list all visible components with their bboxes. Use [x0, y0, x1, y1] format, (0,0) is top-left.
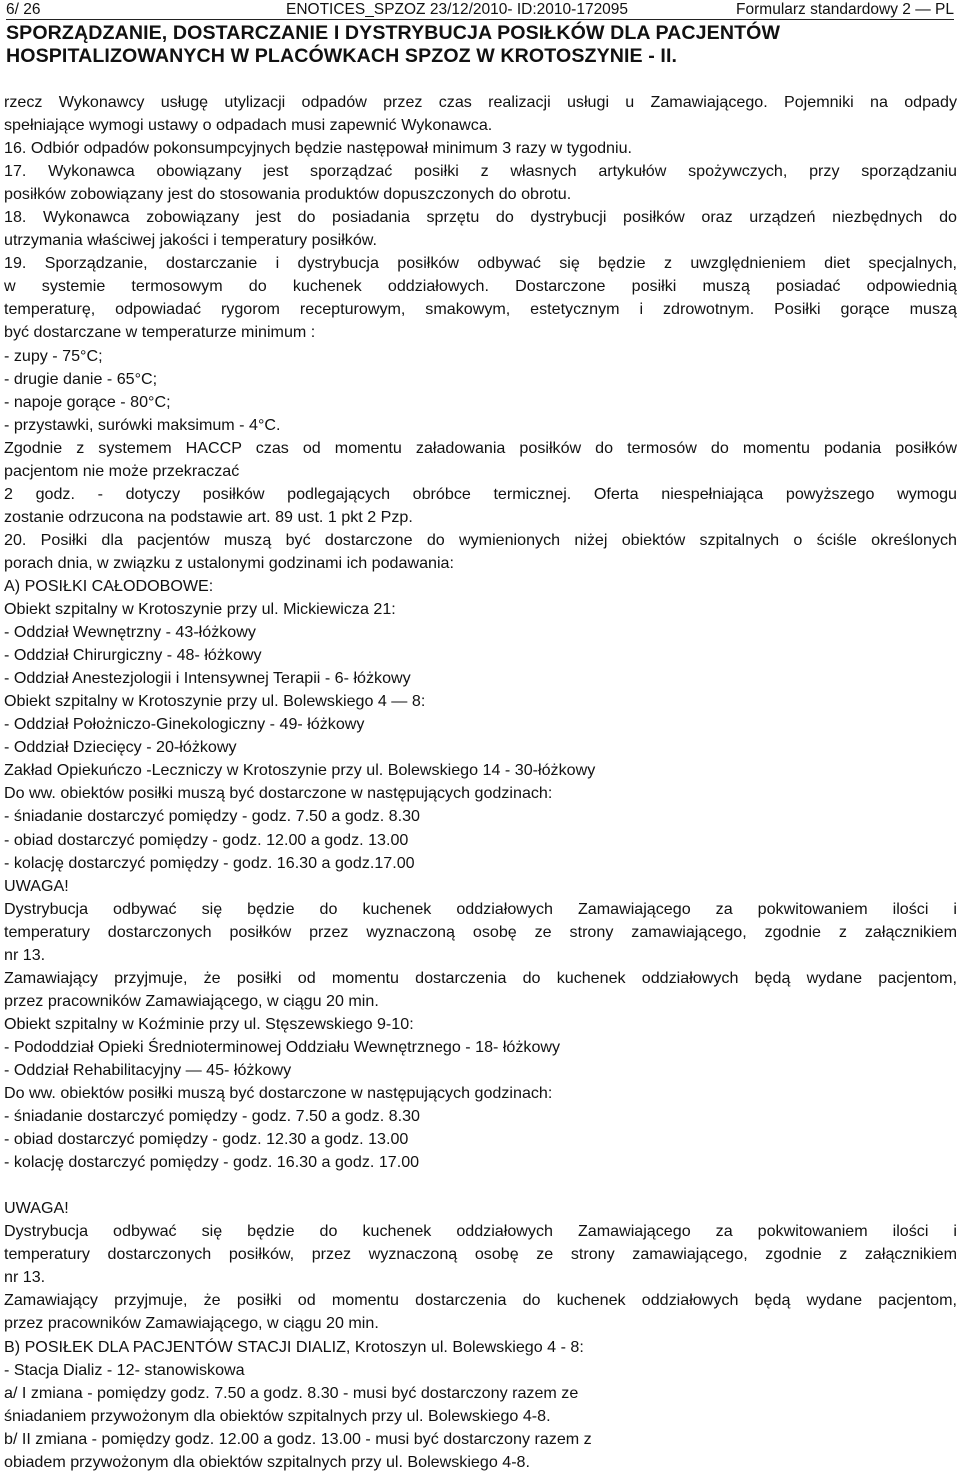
ward-item: - Oddział Dziecięcy - 20-łóżkowy [4, 738, 237, 757]
schedule-item: - śniadanie dostarczyć pomiędzy - godz. 7.50 a godz. 8.30 [4, 1107, 420, 1126]
body-line: 2 godz. - dotyczy posiłków podlegających obróbce termicznej. Oferta niespełniająca powyższego wymogu [4, 484, 957, 503]
body-line: przez pracowników Zamawiającego, w ciągu 20 min. [4, 1314, 379, 1333]
body-line: Dystrybucja odbywać się będzie do kuchenek oddziałowych Zamawiającego za pokwitowaniem ilości i [4, 1222, 957, 1241]
document-title [6, 22, 954, 68]
section-heading: B) POSIŁEK DLA PACJENTÓW STACJI DIALIZ, Krotoszyn ul. Bolewskiego 4 - 8: [4, 1337, 584, 1356]
ward-item: - Oddział Chirurgiczny - 48- łóżkowy [4, 646, 262, 665]
body-line: Dystrybucja odbywać się będzie do kuchenek oddziałowych Zamawiającego za pokwitowaniem ilości i [4, 899, 957, 918]
title-line-1: SPORZĄDZANIE, DOSTARCZANIE I DYSTRYBUCJA POSIŁKÓW DLA PACJENTÓW [6, 22, 781, 44]
notice-reference: ENOTICES_SPZOZ 23/12/2010- ID:2010-172095 [286, 1, 629, 18]
document-body [4, 91, 957, 1474]
facility-line: Obiekt szpitalny w Krotoszynie przy ul. Bolewskiego 4 — 8: [4, 692, 426, 711]
temperature-item: - przystawki, surówki maksimum - 4°C. [4, 415, 281, 434]
schedule-item: b/ II zmiana - pomiędzy godz. 12.00 a godz. 13.00 - musi być dostarczony razem z [4, 1429, 592, 1448]
temperature-item: - drugie danie - 65°C; [4, 369, 158, 388]
body-line: zostanie odrzucona na podstawie art. 89 ust. 1 pkt 2 Pzp. [4, 507, 413, 526]
ward-item: - Pododdział Opieki Średnioterminowej Oddziału Wewnętrznego - 18- łóżkowy [4, 1037, 561, 1056]
body-line: śniadaniem przywożonym dla obiektów szpitalnych przy ul. Bolewskiego 4-8. [4, 1406, 551, 1425]
item-17: 17. Wykonawca obowiązany jest sporządzać posiłki z własnych artykułów spożywczych, przy sporządzaniu [4, 162, 957, 181]
body-line: Do ww. obiektów posiłki muszą być dostarczone w następujących godzinach: [4, 784, 553, 803]
facility-line: Zakład Opiekuńczo -Leczniczy w Krotoszynie przy ul. Bolewskiego 14 - 30-łóżkowy [4, 761, 596, 780]
temperature-item: - napoje gorące - 80°C; [4, 392, 171, 411]
body-line: nr 13. [4, 1268, 46, 1287]
body-line: przez pracowników Zamawiającego, w ciągu 20 min. [4, 991, 379, 1010]
notice-label: UWAGA! [4, 876, 69, 895]
ward-item: - Oddział Rehabilitacyjny — 45- łóżkowy [4, 1060, 292, 1079]
body-line: nr 13. [4, 945, 46, 964]
blank-line [4, 1174, 957, 1197]
body-line: temperatury dostarczonych posiłków, przez wyznaczoną osobę ze strony zamawiającego, zgodnie z załącznikiem [4, 1245, 957, 1264]
body-line: rzecz Wykonawcy usługę utylizacji odpadów przez czas realizacji usługi u Zamawiającego. Pojemniki na odpady [4, 93, 957, 111]
page-header [6, 0, 954, 20]
body-line: posiłków zobowiązany jest do stosowania produktów dopuszczonych do obrotu. [4, 185, 572, 204]
body-line: Do ww. obiektów posiłki muszą być dostarczone w następujących godzinach: [4, 1084, 553, 1103]
item-18: 18. Wykonawca zobowiązany jest do posiadania sprzętu do dystrybucji posiłków oraz urządzeń niezbędnych do [4, 208, 957, 227]
temperature-item: - zupy - 75°C; [4, 346, 103, 365]
body-line: być dostarczane w temperaturze minimum : [4, 323, 316, 342]
schedule-item: - obiad dostarczyć pomiędzy - godz. 12.00 a godz. 13.00 [4, 830, 409, 849]
item-19: 19. Sporządzanie, dostarczanie i dystrybucja posiłków odbywać się będzie z uwzględnieniem diet specjalnych, [4, 254, 957, 273]
facility-line: Obiekt szpitalny w Krotoszynie przy ul. Mickiewicza 21: [4, 600, 396, 619]
schedule-item: - śniadanie dostarczyć pomiędzy - godz. 7.50 a godz. 8.30 [4, 807, 420, 826]
notice-label: UWAGA! [4, 1199, 69, 1218]
schedule-item: - kolację dostarczyć pomiędzy - godz. 16.30 a godz. 17.00 [4, 1153, 420, 1172]
body-line: w systemie termosowym do kuchenek oddziałowych. Dostarczone posiłki muszą posiadać odpowiednią [4, 277, 957, 296]
body-line: spełniające wymogi ustawy o odpadach musi zapewnić Wykonawca. [4, 116, 493, 135]
page-number: 6/ 26 [6, 1, 41, 18]
ward-item: - Oddział Anestezjologii i Intensywnej Terapii - 6- łóżkowy [4, 669, 411, 688]
body-line: Zamawiający przyjmuje, że posiłki od momentu dostarczenia do kuchenek oddziałowych będą wydane pacjentom, [4, 1291, 957, 1310]
body-line: temperaturę, odpowiadać rygorom recepturowym, smakowym, estetycznym i zdrowotnym. Posiłki gorące muszą [4, 300, 957, 319]
form-label: Formularz standardowy 2 — PL [736, 1, 954, 18]
ward-item: - Oddział Wewnętrzny - 43-łóżkowy [4, 623, 256, 642]
facility-line: Obiekt szpitalny w Koźminie przy ul. Stęszewskiego 9-10: [4, 1014, 414, 1033]
schedule-item: - obiad dostarczyć pomiędzy - godz. 12.30 a godz. 13.00 [4, 1130, 409, 1149]
body-line: pacjentom nie może przekraczać [4, 461, 240, 480]
body-line: utrzymania właściwej jakości i temperatury posiłków. [4, 231, 377, 250]
header-divider [6, 19, 954, 20]
body-line: porach dnia, w związku z ustalonymi godzinami ich podawania: [4, 553, 454, 572]
body-line: Zamawiający przyjmuje, że posiłki od momentu dostarczenia do kuchenek oddziałowych będą wydane pacjentom, [4, 968, 957, 987]
section-heading: A) POSIŁKI CAŁODOBOWE: [4, 576, 214, 595]
item-16: 16. Odbiór odpadów pokonsumpcyjnych będzie następował minimum 3 razy w tygodniu. [4, 139, 632, 158]
body-line: obiadem przywożonym dla obiektów szpitalnych przy ul. Bolewskiego 4-8. [4, 1452, 530, 1471]
schedule-item: - kolację dostarczyć pomiędzy - godz. 16.30 a godz.17.00 [4, 853, 415, 872]
title-line-2: HOSPITALIZOWANYCH W PLACÓWKACH SPZOZ W KROTOSZYNIE - II. [6, 45, 678, 67]
body-line: Zgodnie z systemem HACCP czas od momentu załadowania posiłków do termosów do momentu podania posiłków [4, 438, 957, 457]
schedule-item: a/ I zmiana - pomiędzy godz. 7.50 a godz. 8.30 - musi być dostarczony razem ze [4, 1383, 579, 1402]
ward-item: - Stacja Dializ - 12- stanowiskowa [4, 1360, 245, 1379]
item-20: 20. Posiłki dla pacjentów muszą być dostarczone do wymienionych niżej obiektów szpitalnych o ściśle określonych [4, 530, 957, 549]
ward-item: - Oddział Położniczo-Ginekologiczny - 49- łóżkowy [4, 715, 365, 734]
body-line: temperatury dostarczonych posiłków przez wyznaczoną osobę ze strony zamawiającego, zgodnie z załącznikiem [4, 922, 957, 941]
